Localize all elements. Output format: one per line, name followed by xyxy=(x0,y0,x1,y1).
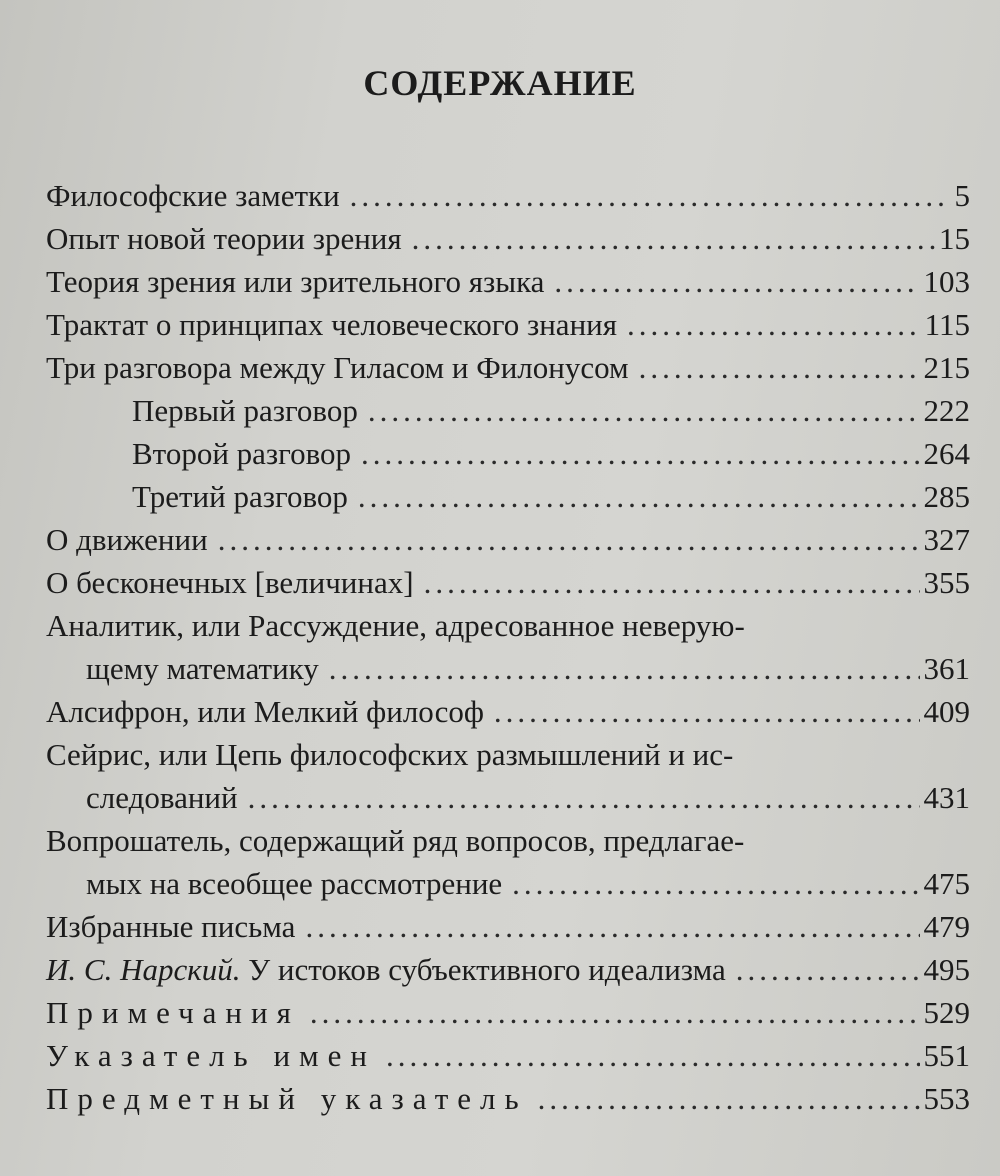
toc-entry-title: Философские заметки xyxy=(46,178,340,213)
leader-dots xyxy=(218,522,920,558)
toc-entry-page: 115 xyxy=(924,307,970,342)
leader-dots xyxy=(538,1081,920,1117)
leader-dots xyxy=(368,393,920,429)
toc-entry-title: Первый разговор xyxy=(132,393,358,428)
toc-entry xyxy=(46,1038,970,1080)
toc-entry-title: Сейрис, или Цепь философских размышлений и ис- xyxy=(46,737,734,772)
toc-entry-title: Избранные письма xyxy=(46,909,296,944)
toc-entry-title: Третий разговор xyxy=(132,479,348,514)
leader-dots xyxy=(248,780,920,816)
leader-dots xyxy=(310,995,920,1031)
toc-entry-article-title: У истоков субъективного идеализма xyxy=(248,952,726,987)
toc-entry-page: 475 xyxy=(923,866,970,901)
toc-subentry xyxy=(132,393,970,435)
toc-entry xyxy=(46,952,970,994)
toc-entry-page: 327 xyxy=(923,522,970,557)
toc-entry-page: 5 xyxy=(954,178,970,213)
toc-entry xyxy=(46,1081,970,1123)
leader-dots xyxy=(627,307,921,343)
toc-entry-wrap-second xyxy=(86,780,970,822)
leader-dots xyxy=(512,866,919,902)
toc-entry-title: Опыт новой теории зрения xyxy=(46,221,402,256)
toc-entry-wrap-second xyxy=(86,651,970,693)
toc-entry-title: Указатель имен xyxy=(46,1038,376,1073)
toc-entry-page: 551 xyxy=(923,1038,970,1073)
toc-entry-page: 529 xyxy=(923,995,970,1030)
toc-entry-page: 285 xyxy=(923,479,970,514)
toc-entry xyxy=(46,221,970,263)
leader-dots xyxy=(639,350,920,386)
leader-dots xyxy=(554,264,919,300)
toc-entry-wrap-first xyxy=(46,608,970,650)
toc-entry-title: Второй разговор xyxy=(132,436,352,471)
toc-entry xyxy=(46,307,970,349)
toc-entry-author: И. С. Нарский. xyxy=(46,952,241,987)
toc-entry-title: Вопрошатель, содержащий ряд вопросов, предлагае- xyxy=(46,823,745,858)
toc-entry-title: Предметный указатель xyxy=(46,1081,528,1116)
toc-entry xyxy=(46,565,970,607)
leader-dots xyxy=(305,909,919,945)
toc-entry-title: О движении xyxy=(46,522,208,557)
toc-entry-page: 361 xyxy=(923,651,970,686)
toc-entry xyxy=(46,995,970,1037)
toc-entry-title: Три разговора между Гиласом и Филонусом xyxy=(46,350,629,385)
toc-entry-title: Алсифрон, или Мелкий философ xyxy=(46,694,484,729)
toc-entry-title-continued: мых на всеобщее рассмотрение xyxy=(86,866,503,901)
leader-dots xyxy=(736,952,920,988)
toc-entry xyxy=(46,264,970,306)
toc-entry xyxy=(46,350,970,392)
toc-subentry xyxy=(132,479,970,521)
toc-entry-page: 409 xyxy=(923,694,970,729)
leader-dots xyxy=(412,221,935,257)
leader-dots xyxy=(386,1038,920,1074)
toc-entry-title: Аналитик, или Рассуждение, адресованное неверую- xyxy=(46,608,745,643)
leader-dots xyxy=(350,178,951,214)
toc-entry-title: Трактат о принципах человеческого знания xyxy=(46,307,618,342)
leader-dots xyxy=(361,436,919,472)
toc-entry-title xyxy=(46,952,726,988)
toc-entry-title: Теория зрения или зрительного языка xyxy=(46,264,545,299)
leader-dots xyxy=(358,479,920,515)
toc-entry-page: 222 xyxy=(923,393,970,428)
toc-subentry xyxy=(132,436,970,478)
toc-entry xyxy=(46,178,970,220)
toc-entry xyxy=(46,522,970,564)
leader-dots xyxy=(494,694,920,730)
toc-entry-title-continued: щему математику xyxy=(86,651,319,686)
toc-entry-wrap-first xyxy=(46,823,970,865)
toc-entry-title: Примечания xyxy=(46,995,300,1030)
page-title: СОДЕРЖАНИЕ xyxy=(363,63,637,103)
toc-entry-page: 355 xyxy=(923,565,970,600)
toc-entry xyxy=(46,909,970,951)
toc-entry-title: О бесконечных [величинах] xyxy=(46,565,414,600)
toc-entry-page: 553 xyxy=(923,1081,970,1116)
leader-dots xyxy=(329,651,920,687)
toc-entry-wrap-first xyxy=(46,737,970,779)
leader-dots xyxy=(424,565,920,601)
toc-entry-title-continued: следований xyxy=(86,780,238,815)
toc-entry-page: 103 xyxy=(923,264,970,299)
toc-entry xyxy=(46,694,970,736)
toc-entry-page: 479 xyxy=(923,909,970,944)
toc-entry-page: 15 xyxy=(939,221,970,256)
toc-entry-page: 215 xyxy=(923,350,970,385)
toc-entry-page: 264 xyxy=(923,436,970,471)
toc-entry-wrap-second xyxy=(86,866,970,908)
toc-entry-page: 431 xyxy=(923,780,970,815)
toc-entry-page: 495 xyxy=(923,952,970,987)
